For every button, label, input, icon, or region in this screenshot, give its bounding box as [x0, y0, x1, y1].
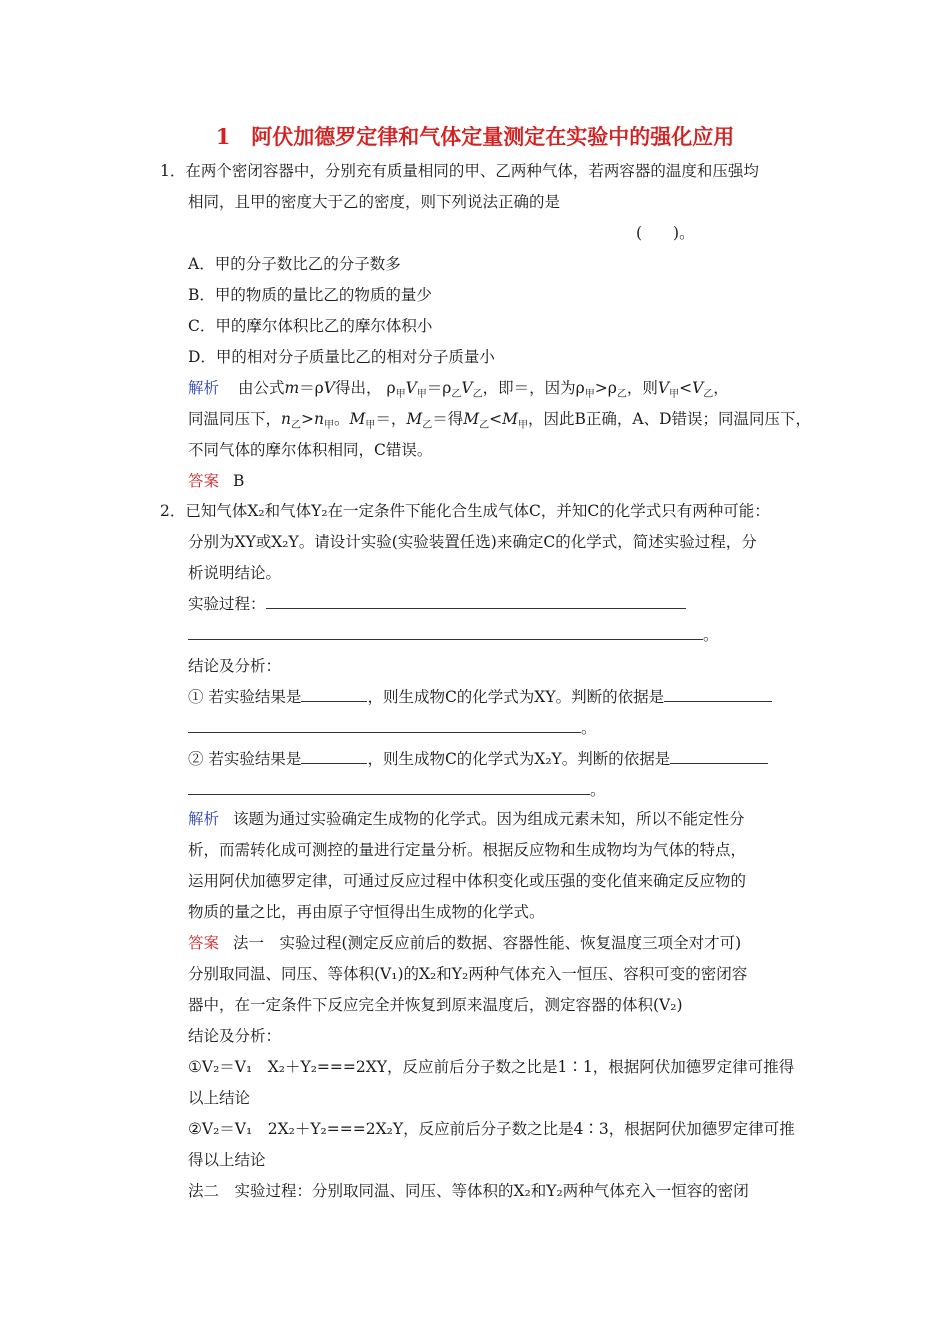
q2-procedure-line2: 。	[188, 624, 719, 646]
q2-conclusion-1-cont: 。	[188, 717, 597, 739]
result-blank-2[interactable]	[301, 748, 367, 764]
q2-answer-line8: 得以上结论	[188, 1151, 266, 1169]
q2-answer-line7: ②V₂＝V₁ 2X₂＋Y₂===2X₂Y，反应前后分子数之比是4∶3，根据阿伏加德罗定律可推	[188, 1120, 795, 1138]
q2-answer-line2: 分别取同温、同压、等体积(V₁)的X₂和Y₂两种气体充入一恒压、容积可变的密闭容	[188, 965, 748, 983]
q1-option-c[interactable]: C．甲的摩尔体积比乙的摩尔体积小	[188, 317, 433, 335]
q1-stem-line2: 相同，且甲的密度大于乙的密度，则下列说法正确的是	[188, 193, 561, 211]
q2-procedure-line1: 实验过程：	[188, 593, 686, 615]
page-title: 1 阿伏加德罗定律和气体定量测定在实验中的强化应用	[215, 124, 735, 149]
q2-analysis-line2: 析，而需转化成可测控的量进行定量分析。根据反应物和生成物均为气体的特点，	[188, 841, 747, 859]
procedure-blank-1[interactable]	[266, 593, 686, 609]
q1-analysis-line3: 不同气体的摩尔体积相同，C错误。	[188, 441, 433, 459]
q1-option-b[interactable]: B．甲的物质的量比乙的物质的量少	[188, 286, 432, 304]
q2-conclusion-label: 结论及分析：	[188, 657, 282, 675]
q2-stem-line1: 2．已知气体X₂和气体Y₂在一定条件下能化合生成气体C，并知C的化学式只有两种可能：	[160, 502, 770, 520]
q2-conclusion-2-cont: 。	[188, 779, 606, 801]
q1-answer: B	[233, 472, 245, 490]
q2-conclusion-2: ② 若实验结果是 ，则生成物C的化学式为X₂Y。判断的依据是	[188, 748, 768, 770]
basis-blank-1b[interactable]	[188, 717, 581, 733]
q2-conclusion-1: ① 若实验结果是 ，则生成物C的化学式为XY。判断的依据是	[188, 686, 772, 708]
q2-answer-line1: 答案 法一 实验过程(测定反应前后的数据、容器性能、恢复温度三项全对才可)	[188, 934, 742, 952]
q2-analysis-line3: 运用阿伏加德罗定律，可通过反应过程中体积变化或压强的变化值来确定反应物的	[188, 872, 747, 890]
q2-answer-line6: 以上结论	[188, 1089, 251, 1107]
procedure-blank-2[interactable]	[188, 624, 703, 640]
analysis-label: 解析	[188, 379, 220, 397]
result-blank-1[interactable]	[301, 686, 367, 702]
q2-analysis-line4: 物质的量之比，再由原子守恒得出生成物的化学式。	[188, 903, 545, 921]
q2-answer-line4: 结论及分析：	[188, 1027, 282, 1045]
q2-stem-line2: 分别为XY或X₂Y。请设计实验(实验装置任选)来确定C的化学式，简述实验过程，分	[188, 533, 757, 551]
q2-answer-line3: 器中，在一定条件下反应完全并恢复到原来温度后，测定容器的体积(V₂)	[188, 996, 683, 1014]
q2-answer-line5: ①V₂＝V₁ X₂＋Y₂===2XY，反应前后分子数之比是1∶1，根据阿伏加德罗定律可推得	[188, 1058, 795, 1076]
q1-analysis-line1: 解析 由公式m＝ρV得出， $\rho_甲V_甲=\rho_乙V_乙$，即＝，因为$\rho_甲>\rho_乙$，则$V_甲<V_乙$，	[188, 379, 729, 401]
q2-answer-line9: 法二 实验过程：分别取同温、同压、等体积的X₂和Y₂两种气体充入一恒容的密闭	[188, 1182, 749, 1200]
basis-blank-2b[interactable]	[188, 779, 590, 795]
q1-option-d[interactable]: D．甲的相对分子质量比乙的相对分子质量小	[188, 348, 495, 366]
analysis-label: 解析	[188, 810, 220, 828]
q1-answer-paren: ( )。	[636, 224, 695, 242]
q1-answer-line	[188, 470, 244, 492]
answer-label: 答案	[188, 472, 220, 490]
q2-stem-line3: 析说明结论。	[188, 564, 282, 582]
q1-analysis-line2: 同温同压下，$n_乙>n_甲$。$M_甲=$，$M_乙=$得$M_乙<M_甲$，因此B正确，A、D错误；同温同压下，	[188, 410, 812, 432]
basis-blank-1a[interactable]	[664, 686, 772, 702]
answer-label: 答案	[188, 934, 220, 952]
q1-stem-line1: 1．在两个密闭容器中，分别充有质量相同的甲、乙两种气体，若两容器的温度和压强均	[160, 162, 759, 180]
basis-blank-2a[interactable]	[670, 748, 768, 764]
q1-option-a[interactable]: A．甲的分子数比乙的分子数多	[188, 255, 401, 273]
q2-analysis-line1: 解析 该题为通过实验确定生成物的化学式。因为组成元素未知，所以不能定性分	[188, 810, 745, 828]
